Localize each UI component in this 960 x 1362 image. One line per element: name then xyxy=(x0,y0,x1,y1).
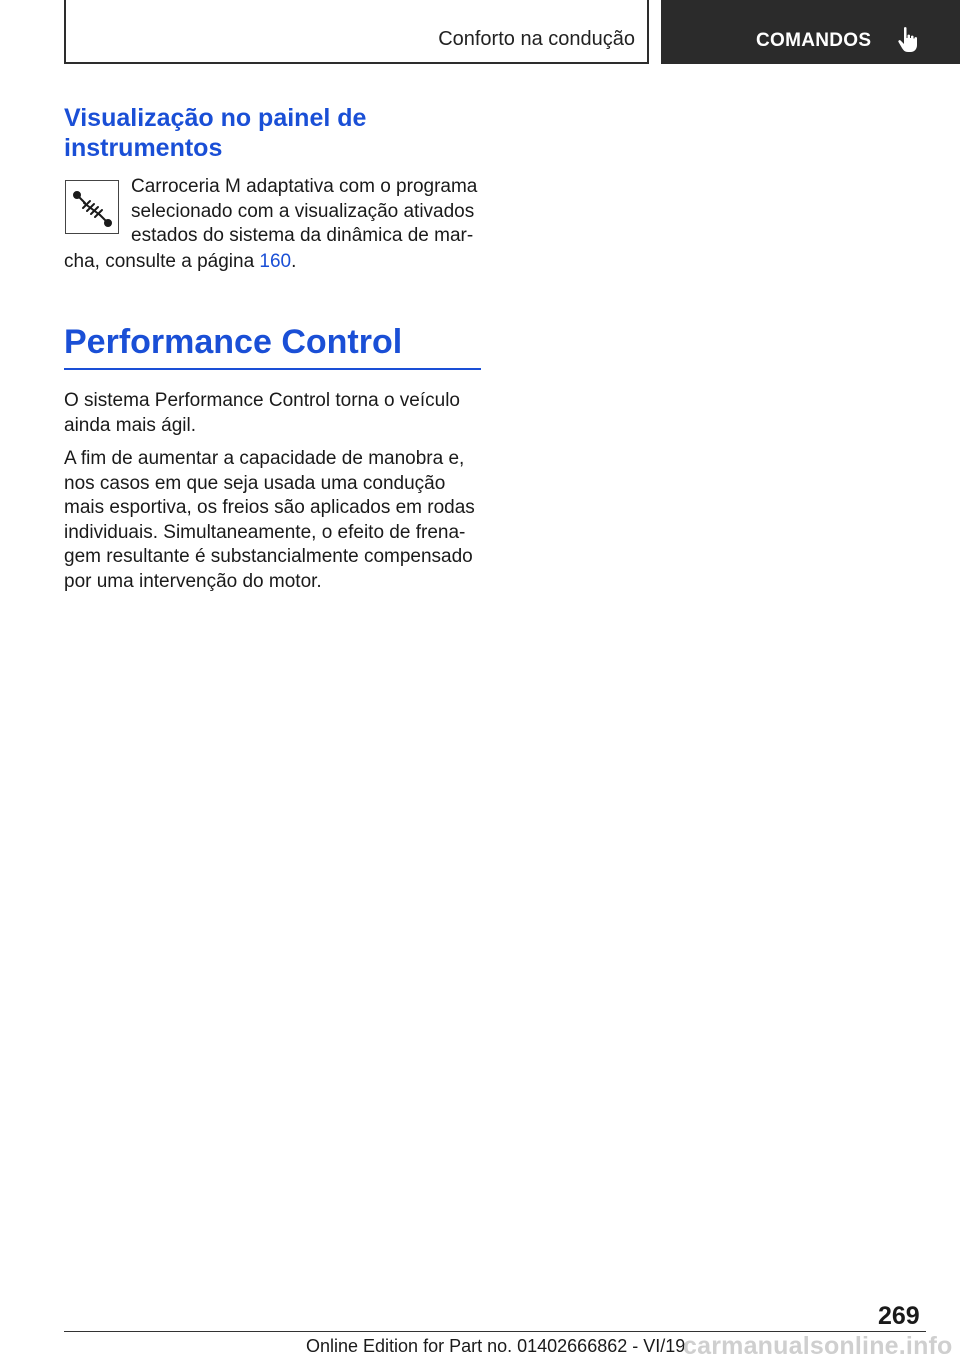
performance-paragraph-1: O sistema Performance Control torna o veículo ainda mais ágil. xyxy=(64,390,461,436)
page-reference-link[interactable]: 160 xyxy=(259,251,292,272)
edition-info: Online Edition for Part no. 01402666862 - VI/19 xyxy=(306,1336,686,1356)
display-description-tail: cha, consulte a página xyxy=(64,251,260,272)
watermark: carmanualsonline.info xyxy=(683,1332,953,1360)
performance-paragraph-2: A fim de aumentar a capacidade de manobra e, nos casos em que seja usada uma condução mais esportiva, os freios são aplicados em rodas individuais. Simultaneamente, o efeito de frena- gem resultante é substancialmente compensado por uma intervenção do motor. xyxy=(64,448,475,592)
suspension-damper-icon xyxy=(65,180,119,234)
section-title: Conforto na condução xyxy=(438,28,635,50)
display-description-continued xyxy=(64,250,484,275)
pointing-hand-icon xyxy=(897,26,921,54)
display-description-period: . xyxy=(291,251,297,272)
chapter-tab-label: COMANDOS xyxy=(756,30,872,51)
chapter-tab[interactable] xyxy=(661,0,960,64)
display-description: Carroceria M adaptativa com o programa selecionado com a visualização ativados estados do sistema da dinâmica de mar- xyxy=(131,176,478,246)
display-section-heading: Visualização no painel de instrumentos xyxy=(64,104,367,162)
page-number: 269 xyxy=(878,1302,920,1330)
performance-control-heading: Performance Control xyxy=(64,323,481,370)
header-section-box xyxy=(64,0,649,64)
